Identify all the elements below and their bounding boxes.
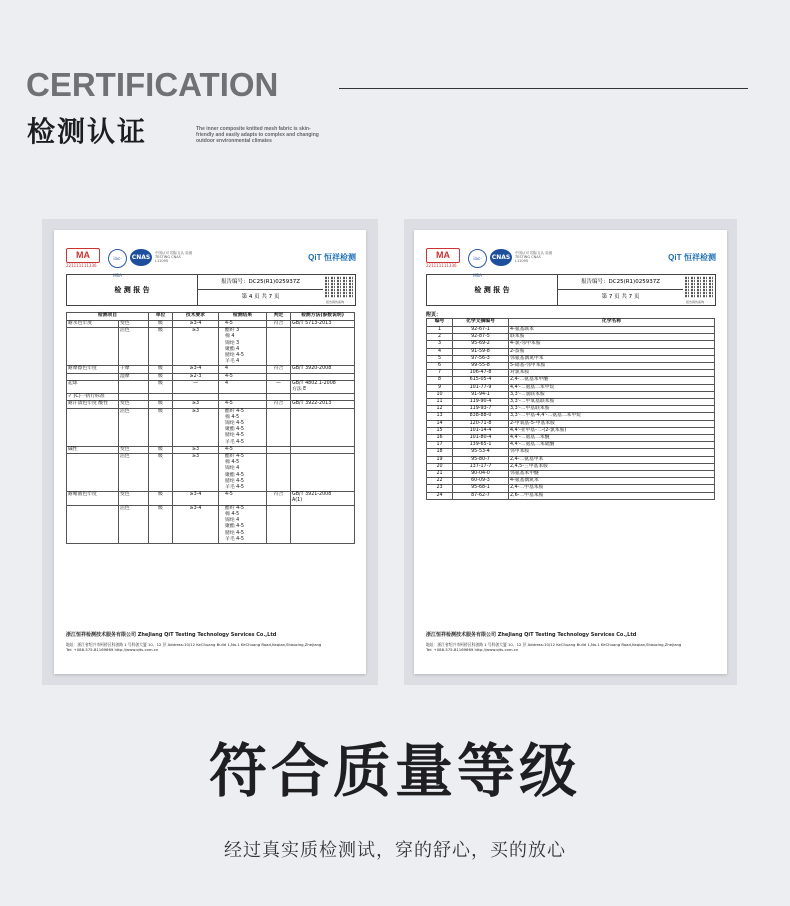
table-row — [427, 391, 715, 398]
cell-unit: 级 — [149, 492, 173, 505]
title-en: CERTIFICATION — [26, 66, 279, 103]
ma-logo: MA — [426, 248, 460, 263]
cell-method — [291, 505, 355, 543]
tagline: The inner composite knitted mesh fabric is skin-friendly and easily adapts to complex and changing outdoor environmental climates — [196, 126, 319, 144]
cnas-logo: CNAS — [130, 249, 152, 266]
col-header: 单位 — [149, 313, 173, 321]
cell-chemical-name: 4,4'-二氨基二苯硫醚 — [509, 442, 715, 449]
table-row — [427, 377, 715, 384]
cell-item: 耐水色牢度 — [67, 321, 119, 328]
report-footer — [66, 631, 356, 652]
cell-result: 4-5 — [219, 492, 267, 505]
table-row — [427, 427, 715, 434]
ma-number: 221111111336 — [426, 263, 457, 268]
qit-brand — [308, 252, 356, 263]
cell-chemical-name: 3,3'-二甲基-4,4'-二氨基二苯甲烷 — [509, 413, 715, 420]
table-row — [67, 380, 355, 393]
cell-chemical-name: 联苯胺 — [509, 334, 715, 341]
cell-chemical-name: 2,4-二氨基苯甲醚 — [509, 377, 715, 384]
cell-index: 4 — [427, 348, 453, 355]
cell-method: GB/T 5713-2013 — [291, 321, 355, 328]
cell-method — [291, 408, 355, 446]
title-divider — [339, 88, 748, 89]
cell-cas-number: 120-71-8 — [453, 420, 509, 427]
cell-sub: 沾色 — [119, 328, 149, 366]
cell-index: 21 — [427, 471, 453, 478]
cell-chemical-name: 2-甲氧基-5-甲基苯胺 — [509, 420, 715, 427]
table-row — [427, 334, 715, 341]
table-row — [427, 355, 715, 362]
cell-chemical-name: 2,4-二氨基甲苯 — [509, 456, 715, 463]
cell-judge — [267, 394, 291, 401]
cell-chemical-name: 2,6-二甲基苯胺 — [509, 492, 715, 499]
cell-chemical-name: 2-萘胺 — [509, 348, 715, 355]
cell-cas-number: 60-09-3 — [453, 478, 509, 485]
cell-judge: — — [267, 380, 291, 393]
table-row — [427, 348, 715, 355]
company-name: 浙江恒祥检测技术服务有限公司 ZheJiang QiT Testing Technology Services Co.,Ltd — [66, 632, 277, 638]
cell-index: 3 — [427, 341, 453, 348]
cell-cas-number: 87-62-7 — [453, 492, 509, 499]
table-row — [427, 449, 715, 456]
cell-judge — [267, 328, 291, 366]
qit-brand-en: QiT — [668, 253, 682, 262]
cell-item — [67, 328, 119, 366]
ilac-logo: ilac-MRA — [468, 249, 487, 268]
cell-index: 8 — [427, 377, 453, 384]
cell-req: ≥3-4 — [173, 505, 219, 543]
table-row — [427, 492, 715, 499]
cell-judge — [267, 373, 291, 380]
cell-req: ≥3-4 — [173, 321, 219, 328]
cell-chemical-name: 2,4-二甲基苯胺 — [509, 485, 715, 492]
report-header — [426, 274, 716, 306]
cell-judge: 符合 — [267, 366, 291, 373]
cell-chemical-name: 4-氯-邻甲苯胺 — [509, 341, 715, 348]
table-row — [67, 366, 355, 373]
cell-index: 20 — [427, 463, 453, 470]
cell-judge: 符合 — [267, 321, 291, 328]
table-row — [427, 478, 715, 485]
left-results-table — [66, 312, 355, 544]
cell-method — [291, 328, 355, 366]
cell-method: GB/T 3920-2008 — [291, 366, 355, 373]
report-title: 检 测 报 告 — [427, 275, 558, 305]
qit-brand — [668, 252, 716, 263]
report-logos — [426, 248, 716, 278]
cell-chemical-name: 邻甲苯胺 — [509, 449, 715, 456]
table-row — [427, 399, 715, 406]
report-number: 报告编号：DC25(R1)025937Z — [198, 275, 323, 290]
cell-sub: 湿摩 — [119, 373, 149, 380]
cell-method: GB/T 3921-2008 A(1) — [291, 492, 355, 505]
cell-cas-number: 91-59-8 — [453, 348, 509, 355]
cell-cas-number: 101-14-4 — [453, 427, 509, 434]
cell-index: 14 — [427, 420, 453, 427]
cell-result: 4 — [219, 366, 267, 373]
col-header: 检测方法(参数说明) — [291, 313, 355, 321]
table-row — [427, 363, 715, 370]
cell-result: 4-5 — [219, 373, 267, 380]
table-row — [67, 446, 355, 453]
cell-chemical-name: 2,4,5-三甲基苯胺 — [509, 463, 715, 470]
col-header: 化学文摘编号 — [453, 319, 509, 327]
cnas-logo: CNAS — [490, 249, 512, 266]
cell-judge: 符合 — [267, 401, 291, 408]
report-footer — [426, 631, 716, 652]
cell-cas-number: 139-65-1 — [453, 442, 509, 449]
cell-cas-number: 95-53-4 — [453, 449, 509, 456]
cell-item: 耐汗渍色牢度 酸性 — [67, 401, 119, 408]
cell-index: 23 — [427, 485, 453, 492]
cell-index: 16 — [427, 435, 453, 442]
cell-chemical-name: 3,3'-二氯联苯胺 — [509, 391, 715, 398]
cell-method — [291, 373, 355, 380]
table-row — [427, 442, 715, 449]
cell-unit: 级 — [149, 380, 173, 393]
cell-cas-number: 106-47-8 — [453, 370, 509, 377]
cell-method: GB/T 4802.1-2008 方法 E — [291, 380, 355, 393]
cell-cas-number: 615-05-4 — [453, 377, 509, 384]
left-report — [54, 230, 366, 674]
cell-req: ≥3-4 — [173, 366, 219, 373]
right-report — [414, 230, 727, 674]
col-header: 判定 — [267, 313, 291, 321]
report-logos — [66, 248, 356, 278]
cell-cas-number: 101-80-4 — [453, 435, 509, 442]
cell-sub — [119, 380, 149, 393]
table-row — [67, 492, 355, 505]
cell-unit: 级 — [149, 408, 173, 446]
cell-index: 6 — [427, 363, 453, 370]
cell-method — [291, 394, 355, 401]
cell-cas-number: 101-77-9 — [453, 384, 509, 391]
cell-method — [291, 454, 355, 492]
cell-unit: 级 — [149, 373, 173, 380]
cell-req — [173, 394, 219, 401]
cell-index: 22 — [427, 478, 453, 485]
table-row — [427, 384, 715, 391]
report-page: 第 4 页 共 7 页 — [241, 294, 280, 300]
table-row — [427, 420, 715, 427]
cell-sub: 变色 — [119, 401, 149, 408]
cell-judge: 符合 — [267, 492, 291, 505]
cell-index: 9 — [427, 384, 453, 391]
col-header: 化学名称 — [509, 319, 715, 327]
cell-item — [67, 505, 119, 543]
cell-index: 7 — [427, 370, 453, 377]
cell-unit: 级 — [149, 321, 173, 328]
cell-cas-number: 119-93-7 — [453, 406, 509, 413]
cell-index: 5 — [427, 355, 453, 362]
qit-brand-cn: 恒祥检测 — [684, 253, 716, 262]
qr-code-icon — [685, 276, 713, 298]
cell-req: ≥2-3 — [173, 373, 219, 380]
company-contact: Tel: +086-575-81169669 http://www.qits.com.cn — [66, 647, 159, 652]
cell-cas-number: 119-90-4 — [453, 399, 509, 406]
table-row — [67, 408, 355, 446]
ilac-logo: ilac-MRA — [108, 249, 127, 268]
cell-req: ≥3 — [173, 446, 219, 453]
cell-index: 24 — [427, 492, 453, 499]
cell-item: 起球 — [67, 380, 119, 393]
table-row — [67, 454, 355, 492]
cell-result: 4 — [219, 380, 267, 393]
cell-req: ≥3 — [173, 454, 219, 492]
cell-index: 19 — [427, 456, 453, 463]
cell-cas-number: 95-80-7 — [453, 456, 509, 463]
cell-sub: 变色 — [119, 446, 149, 453]
cell-index: 2 — [427, 334, 453, 341]
cell-result: 醋纤 4-5 棉 4-5 锦纶 4 聚酯 4-5 腈纶 4-5 羊毛 4-5 — [219, 454, 267, 492]
table-row — [67, 401, 355, 408]
cell-judge — [267, 408, 291, 446]
cell-chemical-name: 邻氨基偶氮甲苯 — [509, 355, 715, 362]
cell-method: GB/T 3922-2013 — [291, 401, 355, 408]
quality-headline: 符合质量等级 — [208, 737, 581, 805]
cell-chemical-name: 4,4'-亚甲基-二-(2-氯苯胺) — [509, 427, 715, 434]
cell-unit — [149, 394, 173, 401]
col-header: 检测结果 — [219, 313, 267, 321]
col-header: 技术要求 — [173, 313, 219, 321]
cell-judge — [267, 454, 291, 492]
cell-result — [219, 394, 267, 401]
cell-unit: 级 — [149, 446, 173, 453]
table-row — [67, 321, 355, 328]
cell-req: ≥3 — [173, 408, 219, 446]
cell-sub: 变色 — [119, 321, 149, 328]
cell-index: 1 — [427, 327, 453, 334]
cell-item: 耐摩擦色牢度 — [67, 366, 119, 373]
cell-unit: 级 — [149, 401, 173, 408]
cell-chemical-name: 邻氨基苯甲醚 — [509, 471, 715, 478]
cell-cas-number: 90-04-0 — [453, 471, 509, 478]
cell-result: 醋纤 3 棉 4 锦纶 3 聚酯 4 腈纶 4-5 羊毛 4 — [219, 328, 267, 366]
table-row — [427, 370, 715, 377]
cell-index: 15 — [427, 427, 453, 434]
col-header: 编号 — [427, 319, 453, 327]
cell-sub: 干摩 — [119, 366, 149, 373]
table-row — [427, 456, 715, 463]
cell-cas-number: 95-69-2 — [453, 341, 509, 348]
qit-brand-en: QiT — [308, 253, 322, 262]
cell-cas-number: 838-88-0 — [453, 413, 509, 420]
cell-judge — [267, 505, 291, 543]
cell-unit: 级 — [149, 454, 173, 492]
cell-result: 4-5 — [219, 321, 267, 328]
cell-sub: 沾色 — [119, 505, 149, 543]
cell-index: 12 — [427, 406, 453, 413]
cell-sub: 沾色 — [119, 454, 149, 492]
cnas-caption: 中国认可 国际互认 检测 TESTING CNAS L11095 — [515, 251, 553, 263]
ma-number: 221111111336 — [66, 263, 97, 268]
cell-chemical-name: 4-氨基偶氮苯 — [509, 478, 715, 485]
table-row — [427, 485, 715, 492]
report-title: 检 测 报 告 — [67, 275, 198, 305]
cell-cas-number: 137-17-7 — [453, 463, 509, 470]
col-header: 检测项目 — [67, 313, 149, 321]
table-row — [427, 435, 715, 442]
company-contact: Tel: +086-575-81169669 http://www.qits.com.cn — [426, 647, 519, 652]
qr-code-icon — [325, 276, 353, 298]
cell-req: ≥3 — [173, 401, 219, 408]
cell-unit: 级 — [149, 328, 173, 366]
cell-sub: 沾色 — [119, 408, 149, 446]
table-row — [427, 406, 715, 413]
cell-cas-number: 91-94-1 — [453, 391, 509, 398]
report-number: 报告编号：DC25(R1)025937Z — [558, 275, 683, 290]
cell-result: 4-5 — [219, 401, 267, 408]
table-row — [427, 341, 715, 348]
cell-chemical-name: 5-硝基-邻甲苯胺 — [509, 363, 715, 370]
cnas-caption: 中国认可 国际互认 检测 TESTING CNAS L11095 — [155, 251, 193, 263]
cell-index: 17 — [427, 442, 453, 449]
qr-caption: 报告真伪查询 — [686, 300, 705, 304]
cell-judge — [267, 446, 291, 453]
cell-chemical-name: 对氯苯胺 — [509, 370, 715, 377]
cell-result: 醋纤 4-5 棉 4-5 锦纶 4 聚酯 4-5 腈纶 4-5 羊毛 4-5 — [219, 505, 267, 543]
report-header — [66, 274, 356, 306]
table-row — [427, 463, 715, 470]
cell-item — [67, 373, 119, 380]
company-address: 地址：浙江省绍兴市柯桥区科创路 1 号科创大厦 10、12 层 Address:10/12 KeChuang Build 1,No.1 KeChuang Road,Keqiao,Shaoxing,Zhejiang — [66, 642, 322, 647]
cell-item — [67, 454, 119, 492]
cell-index: 10 — [427, 391, 453, 398]
cell-item: ✓ (C)一执行标准 — [67, 394, 119, 401]
ma-logo: MA — [66, 248, 100, 263]
attachment-label: 附页： — [426, 312, 442, 318]
company-name: 浙江恒祥检测技术服务有限公司 ZheJiang QiT Testing Technology Services Co.,Ltd — [426, 632, 637, 638]
cell-chemical-name: 4,4'-二氨基二苯甲烷 — [509, 384, 715, 391]
cell-method — [291, 446, 355, 453]
cell-chemical-name: 4,4'-二氨基二苯醚 — [509, 435, 715, 442]
cell-result: 4-5 — [219, 446, 267, 453]
table-row — [67, 505, 355, 543]
cell-index: 18 — [427, 449, 453, 456]
cell-cas-number: 92-87-5 — [453, 334, 509, 341]
cell-unit: 级 — [149, 505, 173, 543]
cell-req: — — [173, 380, 219, 393]
cell-sub — [119, 394, 149, 401]
qit-brand-cn: 恒祥检测 — [324, 253, 356, 262]
qr-caption: 报告真伪查询 — [326, 300, 345, 304]
cell-item: 碱性 — [67, 446, 119, 453]
cell-chemical-name: 3,3'-二甲基联苯胺 — [509, 406, 715, 413]
cell-cas-number: 99-55-8 — [453, 363, 509, 370]
cell-chemical-name: 3,3'-二甲氧基联苯胺 — [509, 399, 715, 406]
cell-result: 醋纤 4-5 棉 4-5 锦纶 4-5 聚酯 4-5 腈纶 4-5 羊毛 4-5 — [219, 408, 267, 446]
company-address: 地址：浙江省绍兴市柯桥区科创路 1 号科创大厦 10、12 层 Address:10/12 KeChuang Build 1,No.1 KeChuang Road,Keqiao,Shaoxing,Zhejiang — [426, 642, 682, 647]
quality-subline: 经过真实质检测试，穿的舒心，买的放心 — [224, 840, 566, 861]
table-row — [67, 373, 355, 380]
cell-cas-number: 92-67-1 — [453, 327, 509, 334]
cell-req: ≥3-4 — [173, 492, 219, 505]
title-cn: 检测认证 — [27, 115, 148, 148]
cell-unit: 级 — [149, 366, 173, 373]
cell-cas-number: 95-68-1 — [453, 485, 509, 492]
cell-index: 13 — [427, 413, 453, 420]
cell-cas-number: 97-56-3 — [453, 355, 509, 362]
cell-chemical-name: 4-氨基联苯 — [509, 327, 715, 334]
cell-item: 耐唾液色牢度 — [67, 492, 119, 505]
cell-sub: 变色 — [119, 492, 149, 505]
report-page: 第 7 页 共 7 页 — [601, 294, 640, 300]
cell-index: 11 — [427, 399, 453, 406]
table-row — [427, 471, 715, 478]
cell-req: ≥3 — [173, 328, 219, 366]
table-row — [67, 328, 355, 366]
table-row — [427, 413, 715, 420]
right-chemicals-table — [426, 318, 715, 500]
table-row — [67, 394, 355, 401]
cell-item — [67, 408, 119, 446]
table-row — [427, 327, 715, 334]
